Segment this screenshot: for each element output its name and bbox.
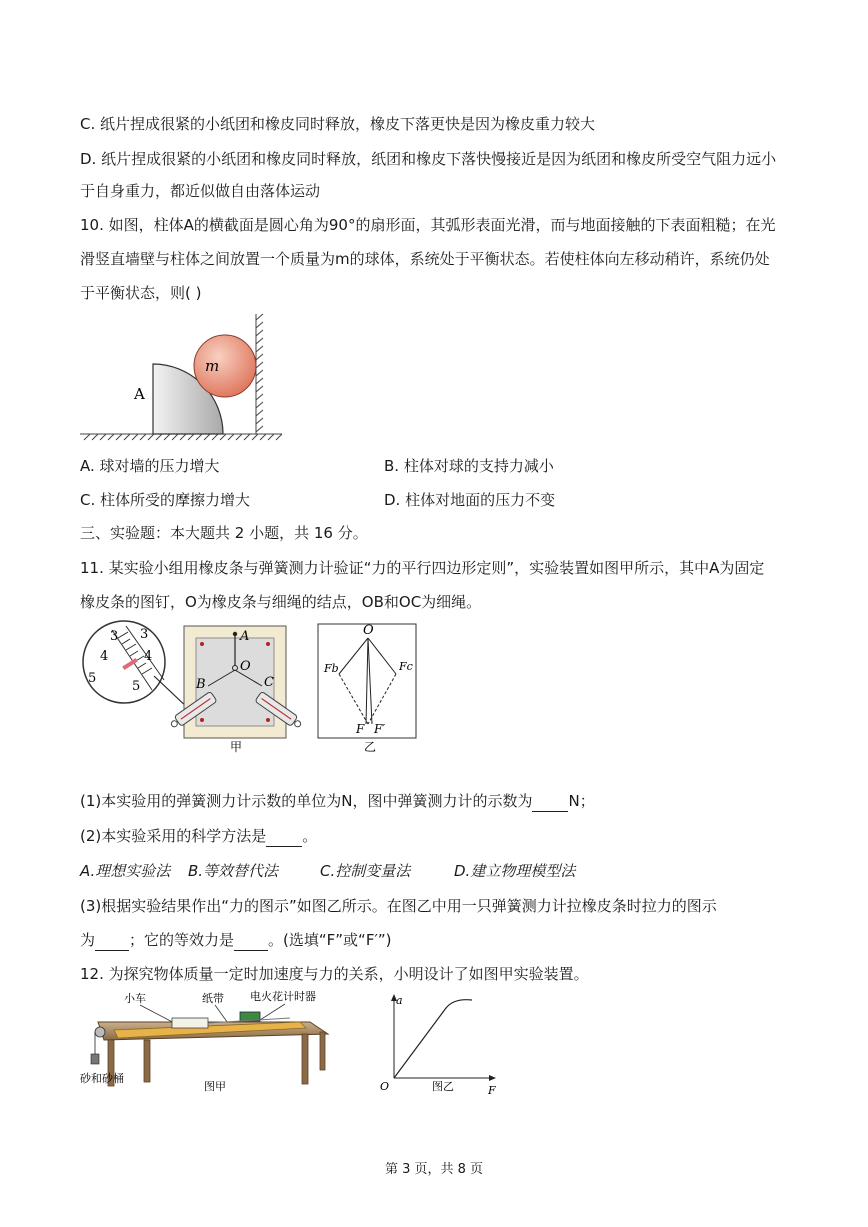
answer-blank-4[interactable] bbox=[234, 930, 268, 951]
caption-jia: 甲 bbox=[230, 740, 243, 754]
label-m: m bbox=[205, 357, 220, 375]
section-heading: 三、实验题：本大题共 2 小题，共 16 分。 bbox=[80, 524, 368, 542]
axis-f-label: F bbox=[488, 1084, 496, 1097]
answer-blank-3[interactable] bbox=[95, 930, 129, 951]
q11-part2 bbox=[80, 826, 317, 847]
q12-figure bbox=[80, 990, 510, 1105]
label-fb: Fb bbox=[324, 662, 339, 675]
q11-part3-line2 bbox=[80, 930, 391, 951]
cart bbox=[172, 1018, 208, 1028]
page-footer: 第 3 页，共 8 页 bbox=[384, 1162, 484, 1177]
caption-yi: 乙 bbox=[364, 740, 377, 754]
origin-label: O bbox=[380, 1080, 390, 1093]
label-tape: 纸带 bbox=[202, 992, 224, 1005]
table-legs bbox=[108, 1032, 325, 1086]
label-f-prime: F′ bbox=[374, 722, 386, 736]
caption-fig-yi: 图乙 bbox=[432, 1080, 454, 1093]
wall-hatch bbox=[256, 314, 263, 434]
q11-choice-c: C.控制变量法 bbox=[320, 862, 411, 880]
answer-blank-2[interactable] bbox=[266, 826, 302, 847]
label-pin-a: A bbox=[240, 629, 250, 644]
label-c: C bbox=[264, 675, 274, 690]
q10-option-c: C. 柱体所受的摩擦力增大 bbox=[80, 491, 251, 509]
sand-bucket bbox=[91, 1054, 99, 1064]
q11-part3-c: 。(选填“F”或“F′”) bbox=[268, 931, 392, 949]
q10-stem-line3: 于平衡状态，则( ) bbox=[80, 284, 202, 302]
q10-figure bbox=[78, 310, 288, 445]
scale-label-5: 5 bbox=[88, 671, 97, 686]
q11-stem-line2: 橡皮条的图钉，O为橡皮条与细绳的结点，OB和OC为细绳。 bbox=[80, 593, 482, 611]
ball bbox=[194, 335, 256, 397]
q10-option-d: D. 柱体对地面的压力不变 bbox=[384, 491, 556, 509]
axis-a-label: a bbox=[396, 994, 403, 1007]
ground-hatch bbox=[80, 434, 282, 440]
label-knot-o: O bbox=[240, 659, 251, 674]
q10-option-b: B. 柱体对球的支持力减小 bbox=[384, 457, 554, 475]
q11-part2-end: 。 bbox=[302, 827, 318, 845]
q11-choice-d: D.建立物理模型法 bbox=[454, 862, 576, 880]
q11-part3-b: ；它的等效力是 bbox=[129, 931, 235, 949]
q9-option-c: C. 纸片捏成很紧的小纸团和橡皮同时释放，橡皮下落更快是因为橡皮重力较大 bbox=[80, 115, 596, 133]
q11-choice-b: B.等效替代法 bbox=[188, 862, 279, 880]
scale-label-1: 3 bbox=[110, 629, 119, 644]
q11-part1 bbox=[80, 791, 595, 812]
q9-option-d-line1: D. 纸片捏成很紧的小纸团和橡皮同时释放，纸团和橡皮下落快慢接近是因为纸团和橡皮所受空气阻力远小 bbox=[80, 150, 777, 168]
q11-part3-line1: (3)根据实验结果作出“力的图示”如图乙所示。在图乙中用一只弹簧测力计拉橡皮条时拉力的图示 bbox=[80, 897, 717, 915]
q10-stem-line2: 滑竖直墙壁与柱体之间放置一个质量为m的球体，系统处于平衡状态。若使柱体向左移动稍许，系统仍处 bbox=[80, 250, 770, 268]
label-o2: O bbox=[363, 623, 374, 638]
q12-stem-line1: 12. 为探究物体质量一定时加速度与力的关系，小明设计了如图甲实验装置。 bbox=[80, 965, 589, 983]
scale-label-3: 4 bbox=[100, 649, 109, 664]
q11-part3-a: 为 bbox=[80, 931, 96, 949]
scale-label-2: 3 bbox=[140, 627, 149, 642]
label-f: F bbox=[356, 722, 365, 736]
answer-blank-1[interactable] bbox=[532, 791, 568, 812]
label-timer: 电火花计时器 bbox=[250, 990, 316, 1003]
a-f-curve bbox=[394, 1000, 472, 1078]
q11-figure bbox=[78, 620, 423, 755]
pulley bbox=[95, 1027, 105, 1037]
q11-stem-line1: 11. 某实验小组用橡皮条与弹簧测力计验证“力的平行四边形定则”，实验装置如图甲所示，其中A为固定 bbox=[80, 559, 765, 577]
q11-part1-text: (1)本实验用的弹簧测力计示数的单位为N，图中弹簧测力计的示数为 bbox=[80, 792, 533, 810]
q10-option-a: A. 球对墙的压力增大 bbox=[80, 457, 220, 475]
magnifier-circle bbox=[83, 621, 165, 703]
label-cart: 小车 bbox=[124, 992, 146, 1005]
label-sand: 砂和砂桶 bbox=[80, 1072, 124, 1085]
label-fc: Fc bbox=[399, 660, 413, 673]
q9-option-d-line2: 于自身重力，都近似做自由落体运动 bbox=[80, 182, 321, 200]
q10-stem-line1: 10. 如图，柱体A的横截面是圆心角为90°的扇形面，其弧形表面光滑，而与地面接触的下表面粗糙；在光 bbox=[80, 216, 776, 234]
label-a: A bbox=[134, 385, 145, 403]
label-b: B bbox=[196, 677, 206, 692]
q11-part1-unit: N； bbox=[568, 792, 595, 810]
q11-part2-text: (2)本实验采用的科学方法是 bbox=[80, 827, 267, 845]
caption-fig-jia: 图甲 bbox=[204, 1080, 226, 1093]
q11-choice-a: A.理想实验法 bbox=[80, 862, 171, 880]
scale-label-4: 4 bbox=[144, 649, 153, 664]
scale-label-6: 5 bbox=[132, 679, 141, 694]
